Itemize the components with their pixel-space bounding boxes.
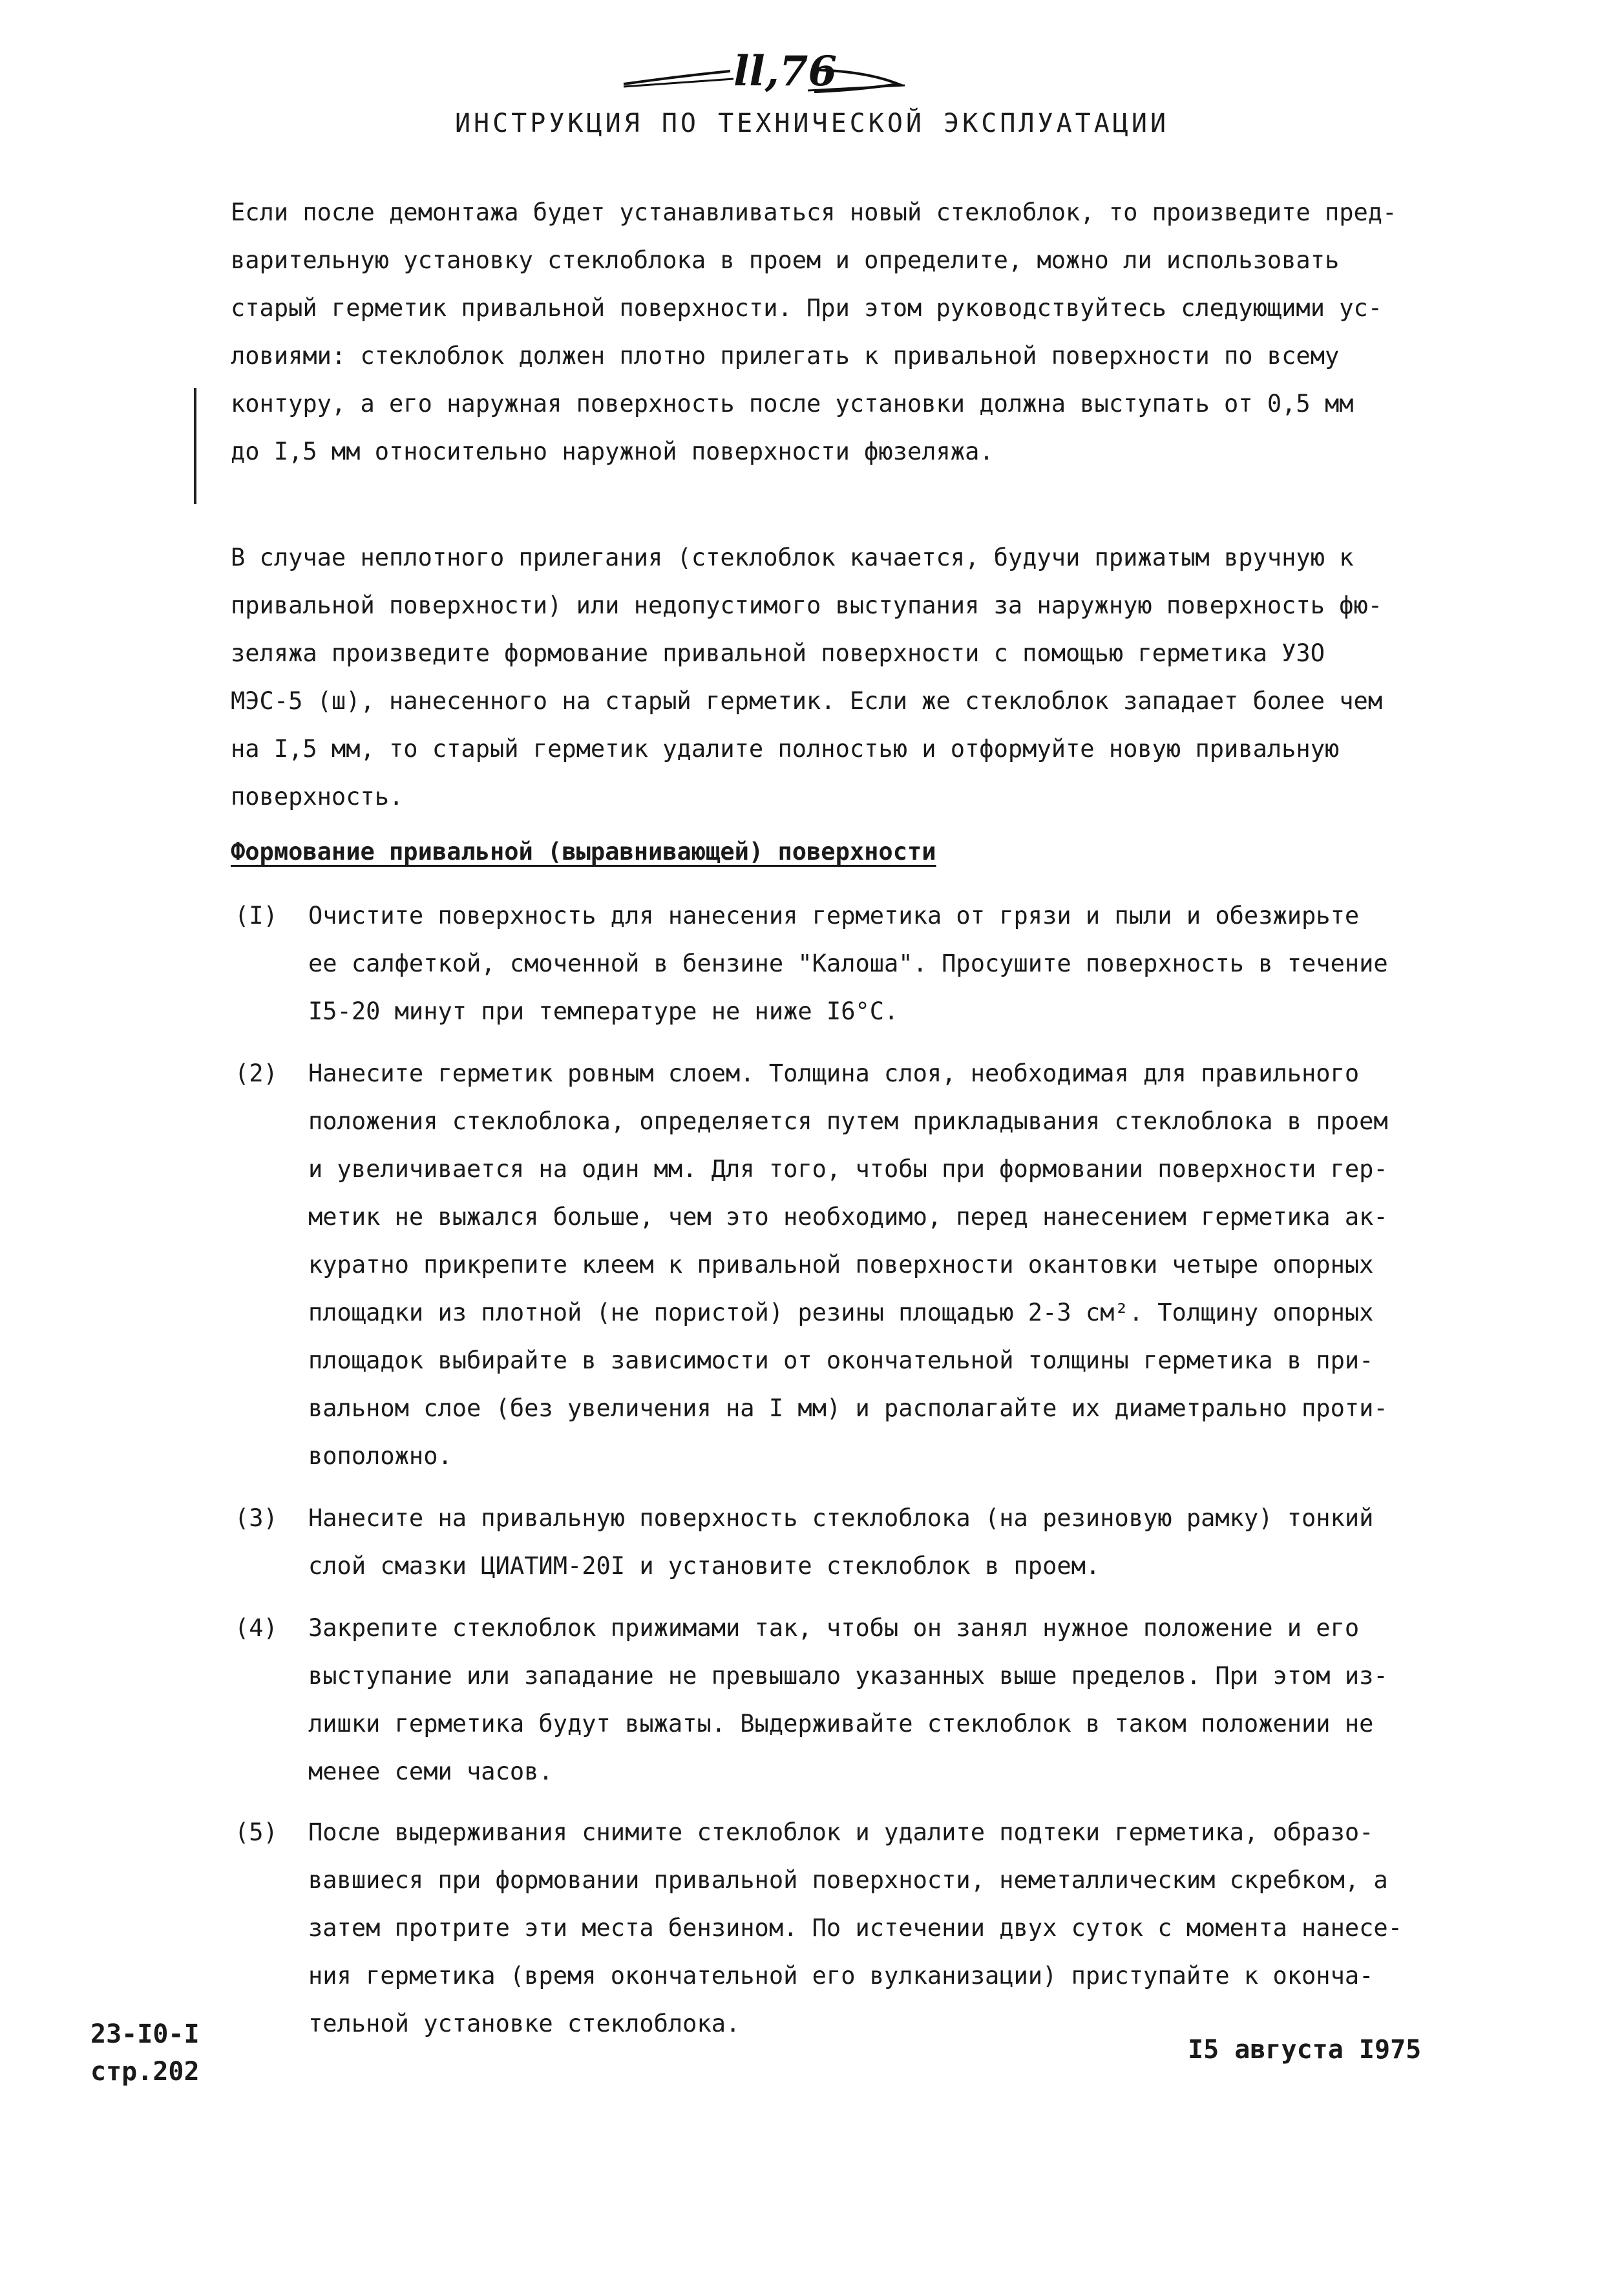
step-number: (4) [235, 1614, 278, 1642]
document-header: ИНСТРУКЦИЯ ПО ТЕХНИЧЕСКОЙ ЭКСПЛУАТАЦИИ [454, 109, 1170, 138]
step-line: куратно прикрепите клеем к привальной поверхности окантовки четыре опорных [308, 1251, 1374, 1279]
paragraph-1-line: до I,5 мм относительно наружной поверхности фюзеляжа. [231, 438, 994, 465]
step-line: лишки герметика будут выжаты. Выдерживайте стеклоблок в таком положении не [308, 1710, 1374, 1738]
step-line: Закрепите стеклоблок прижимами так, чтобы он занял нужное положение и его [308, 1614, 1360, 1642]
step-line: метик не выжался больше, чем это необходимо, перед нанесением герметика ак- [308, 1203, 1388, 1231]
paragraph-1-line: варительную установку стеклоблока в проем и определите, можно ли использовать [231, 246, 1340, 274]
step-line: воположно. [308, 1442, 452, 1470]
paragraph-1-line: Если после демонтажа будет устанавливаться новый стеклоблок, то произведите пред- [231, 198, 1397, 226]
step-line: Очистите поверхность для нанесения герметика от грязи и пыли и обезжирьте [308, 902, 1360, 930]
revision-bar [194, 388, 196, 504]
document-reference [90, 2015, 200, 2090]
step-line: После выдерживания снимите стеклоблок и удалите подтеки герметика, образо- [308, 1818, 1374, 1846]
step-line: ния герметика (время окончательной его вулканизации) приступайте к оконча- [308, 1962, 1374, 1990]
paragraph-2-line: поверхность. [231, 783, 404, 811]
step-line: и увеличивается на один мм. Для того, чтобы при формовании поверхности гер- [308, 1155, 1388, 1183]
section-heading: Формование привальной (выравнивающей) поверхности [231, 838, 936, 866]
handwritten-page-mark-text: ll,76 [733, 47, 837, 96]
paragraph-2-line: зеляжа произведите формование привальной поверхности с помощью герметика УЗО [231, 639, 1325, 667]
paragraph-2-line: В случае неплотного прилегания (стеклоблок качается, будучи прижатым вручную к [231, 544, 1354, 571]
handwritten-page-mark [620, 39, 931, 97]
doc-code: 23-I0-I [90, 2019, 200, 2049]
paragraph-2-line: на I,5 мм, то старый герметик удалите полностью и отформуйте новую привальную [231, 735, 1340, 763]
paragraph-1 [231, 189, 1439, 476]
paragraph-1-line: контуру, а его наружная поверхность после установки должна выступать от 0,5 мм [231, 390, 1354, 418]
page-number: стр.202 [90, 2057, 200, 2087]
step-line: вавшиеся при формовании привальной поверхности, неметаллическим скребком, а [308, 1866, 1388, 1894]
paragraph-1-line: старый герметик привальной поверхности. При этом руководствуйтесь следующими ус- [231, 294, 1383, 322]
step-number: (I) [235, 902, 278, 930]
step-number: (3) [235, 1504, 278, 1532]
step-line: I5-20 минут при температуре не ниже I6°С. [308, 997, 899, 1025]
paragraph-2-line: привальной поверхности) или недопустимого выступания за наружную поверхность фю- [231, 591, 1383, 619]
step-line: тельной установке стеклоблока. [308, 2010, 741, 2037]
paragraph-2 [231, 534, 1439, 821]
step-line: слой смазки ЦИАТИМ-20I и установите стеклоблок в проем. [308, 1552, 1101, 1580]
step-line: менее семи часов. [308, 1758, 553, 1785]
step-number: (2) [235, 1059, 278, 1087]
step-line: затем протрите эти места бензином. По истечении двух суток с момента нанесе- [308, 1914, 1402, 1942]
step-line: площадок выбирайте в зависимости от окончательной толщины герметика в при- [308, 1346, 1374, 1374]
step-line: вальном слое (без увеличения на I мм) и располагайте их диаметрально проти- [308, 1394, 1388, 1422]
step-line: ее салфеткой, смоченной в бензине "Калоша". Просушите поверхность в течение [308, 950, 1388, 977]
step-line: положения стеклоблока, определяется путем прикладывания стеклоблока в проем [308, 1107, 1388, 1135]
step-line: площадки из плотной (не пористой) резины площадью 2-3 см². Толщину опорных [308, 1299, 1374, 1326]
step-line: Нанесите герметик ровным слоем. Толщина слоя, необходимая для правильного [308, 1059, 1360, 1087]
step-line: выступание или западание не превышало указанных выше пределов. При этом из- [308, 1662, 1388, 1690]
paragraph-2-line: МЭС-5 (ш), нанесенного на старый герметик. Если же стеклоблок западает более чем [231, 687, 1383, 715]
step-line: Нанесите на привальную поверхность стеклоблока (на резиновую рамку) тонкий [308, 1504, 1374, 1532]
paragraph-1-line: ловиями: стеклоблок должен плотно прилегать к привальной поверхности по всему [231, 342, 1340, 370]
issue-date: I5 августа I975 [1188, 2035, 1422, 2065]
step-number: (5) [235, 1818, 278, 1846]
